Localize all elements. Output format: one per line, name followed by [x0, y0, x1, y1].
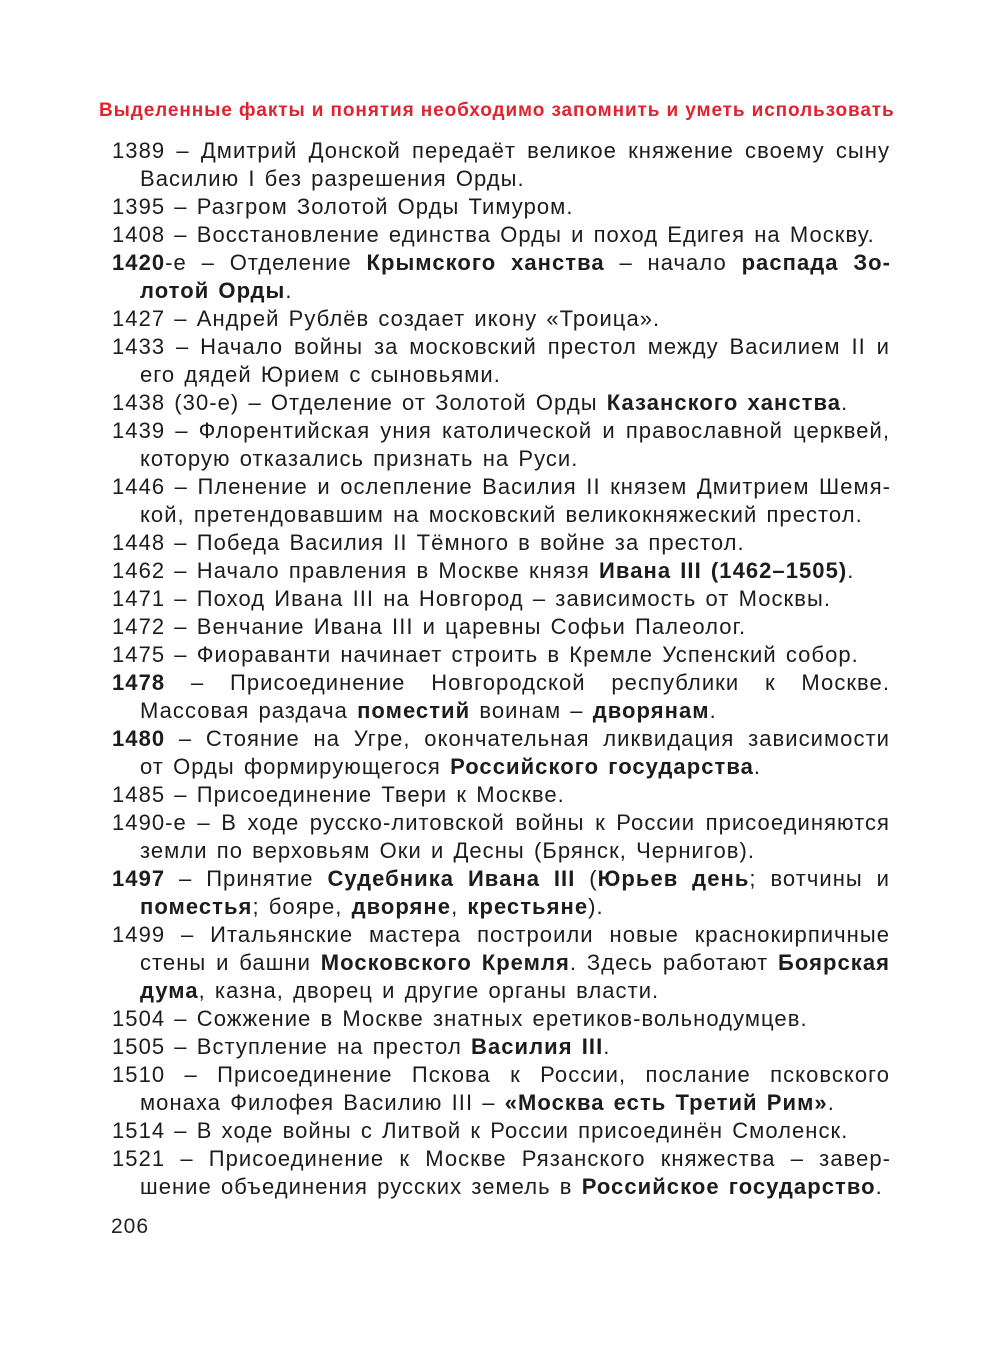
timeline-entry [112, 1145, 890, 1201]
timeline-entry [112, 1117, 890, 1145]
entry-text: 1510 – Присоединение Пскова к России, послание псковского монаха Филофея Василию III – [112, 1062, 890, 1115]
entry-bold-text: Ивана III (1462–1505) [599, 558, 848, 583]
entry-text: . [603, 1034, 611, 1059]
entry-text: 1389 – Дмитрий Донской передаёт великое княжение своему сыну Василию I без разрешения Орды. [112, 138, 890, 191]
timeline-entry [112, 725, 890, 781]
entry-bold-text: поместья [140, 894, 253, 919]
timeline-entry [112, 585, 890, 613]
entry-text: , казна, дворец и другие органы власти. [198, 978, 660, 1003]
timeline-entry [112, 1005, 890, 1033]
entry-text: ; вотчины и [749, 866, 890, 891]
timeline-entry [112, 613, 890, 641]
timeline-entry [112, 641, 890, 669]
entry-bold-text: Боярская дума [140, 950, 890, 1003]
timeline-entry [112, 305, 890, 333]
entry-bold-text: Российское государство [581, 1174, 876, 1199]
entry-bold-text: 1420 [112, 250, 166, 275]
entry-text: 1462 – Начало правления в Москве князя [112, 558, 600, 583]
timeline-entry [112, 669, 890, 725]
timeline-entry [112, 557, 890, 585]
entry-bold-text: дворянам [592, 698, 710, 723]
entry-bold-text: поместий [357, 698, 471, 723]
entry-text: -е – Отделение [165, 250, 367, 275]
entry-text: 1504 – Сожжение в Москве знатных еретиков-вольнодумцев. [112, 1006, 808, 1031]
entry-text: ( [575, 866, 598, 891]
entry-text: . Здесь работают [569, 950, 779, 975]
timeline-entry [112, 137, 890, 193]
timeline-entry [112, 249, 890, 305]
entry-text: 1490-е – В ходе русско-литовской войны к России присоединяются земли по верховьям Оки и Десны (Брянск, Чернигов). [112, 810, 890, 863]
entry-text: 1471 – Поход Ивана III на Новгород – зависимость от Москвы. [112, 586, 831, 611]
entry-bold-text: «Москва есть Третий Рим» [504, 1090, 828, 1115]
timeline-entry [112, 333, 890, 389]
entry-text: . [841, 390, 849, 415]
entry-text: ). [588, 894, 604, 919]
entry-text: 1499 – Итальянские мастера построили новые краснокирпичные стены и башни [112, 922, 890, 975]
timeline-entry [112, 865, 890, 921]
entry-text: 1514 – В ходе войны с Литвой к России присоединён Смоленск. [112, 1118, 849, 1143]
entry-bold-text: Судебника Ивана III [327, 866, 576, 891]
timeline-entry [112, 473, 890, 529]
entry-bold-text: 1480 [112, 726, 166, 751]
timeline-entries [112, 137, 890, 1201]
timeline-entry [112, 1061, 890, 1117]
entry-text: 1448 – Победа Василия II Тёмного в войне за престол. [112, 530, 745, 555]
entry-text: 1475 – Фиораванти начинает строить в Кремле Успенский собор. [112, 642, 859, 667]
entry-text: 1427 – Андрей Рублёв создает икону «Троица». [112, 306, 661, 331]
entry-text: ; бояре, [252, 894, 352, 919]
entry-text: . [847, 558, 855, 583]
timeline-entry [112, 781, 890, 809]
timeline-entry [112, 1033, 890, 1061]
timeline-entry [112, 921, 890, 1005]
entry-text: – Присоединение Новгородской республики к Москве. Массовая раздача [140, 670, 890, 723]
entry-text: . [827, 1090, 835, 1115]
entry-text: . [709, 698, 717, 723]
entry-text: , [451, 894, 468, 919]
entry-text: 1439 – Флорентийская уния католической и православной церквей, которую отказались признать на Руси. [112, 418, 890, 471]
entry-bold-text: Московского Кремля [320, 950, 570, 975]
entry-text: 1408 – Восстановление единства Орды и поход Едигея на Москву. [112, 222, 875, 247]
entry-text: 1446 – Пленение и ослепление Василия II князем Дмитрием Шемякой, претендовавшим на московский великокняжеский престол. [112, 474, 890, 527]
entry-text: – Стояние на Угре, окончательная ликвидация зависимости от Орды формирующегося [140, 726, 890, 779]
memorize-note-heading: Выделенные факты и понятия необходимо запомнить и уметь использовать [99, 100, 895, 121]
page-number: 206 [111, 1215, 150, 1238]
entry-text: 1433 – Начало войны за московский престол между Василием II и его дядей Юрием с сыновьями. [112, 334, 890, 387]
entry-text: 1438 (30-е) – Отделение от Золотой Орды [112, 390, 607, 415]
entry-bold-text: Российского государства [450, 754, 754, 779]
timeline-entry [112, 417, 890, 473]
entry-bold-text: Василия III [471, 1034, 604, 1059]
entry-text: . [875, 1174, 883, 1199]
entry-text: 1395 – Разгром Золотой Орды Тимуром. [112, 194, 574, 219]
entry-text: – начало [604, 250, 742, 275]
entry-text: 1472 – Венчание Ивана III и царевны Софьи Палеолог. [112, 614, 747, 639]
entry-bold-text: Юрьев день [597, 866, 750, 891]
entry-bold-text: дворяне [351, 894, 452, 919]
entry-text: 1505 – Вступление на престол [112, 1034, 472, 1059]
entry-bold-text: Крымского ханства [366, 250, 605, 275]
timeline-entry [112, 221, 890, 249]
timeline-entry [112, 809, 890, 865]
entry-text: 1521 – Присоединение к Москве Рязанского княжества – завершение объединения русских земель в [112, 1146, 890, 1199]
entry-text: воинам – [470, 698, 593, 723]
entry-text: – Принятие [165, 866, 328, 891]
entry-bold-text: распада Золотой Орды [140, 250, 890, 303]
timeline-entry [112, 193, 890, 221]
entry-text: . [285, 278, 293, 303]
entry-bold-text: 1497 [112, 866, 166, 891]
entry-bold-text: крестьяне [467, 894, 589, 919]
timeline-entry [112, 529, 890, 557]
entry-bold-text: 1478 [112, 670, 166, 695]
entry-bold-text: Казанского ханства [606, 390, 842, 415]
entry-text: 1485 – Присоединение Твери к Москве. [112, 782, 565, 807]
timeline-entry [112, 389, 890, 417]
entry-text: . [753, 754, 762, 779]
